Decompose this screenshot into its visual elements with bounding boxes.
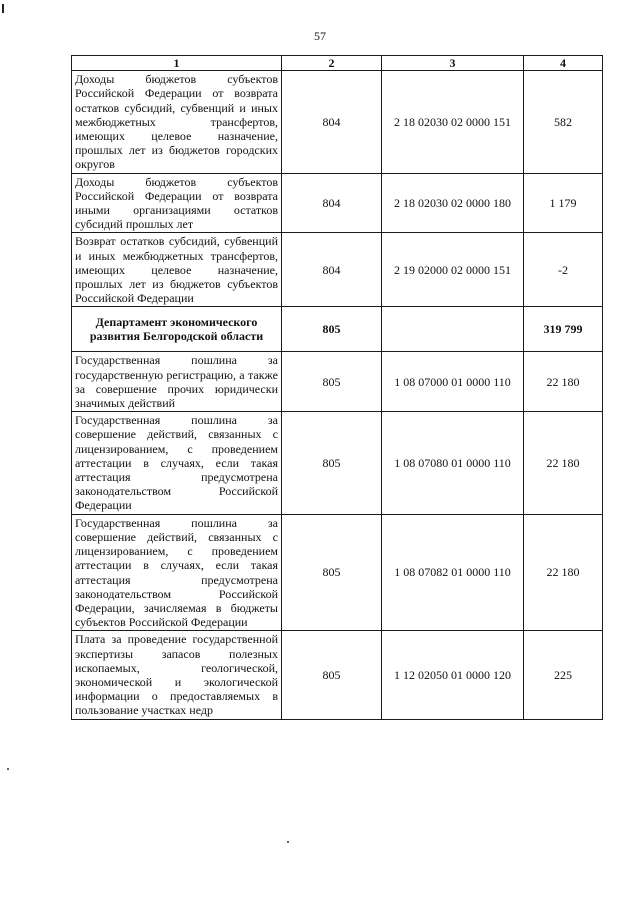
- row-amount: 22 180: [524, 352, 603, 412]
- table-row: [72, 631, 603, 719]
- table-header-row: [72, 56, 603, 71]
- department-total: 319 799: [524, 307, 603, 352]
- department-kbk-code: [382, 307, 524, 352]
- row-description: Доходы бюджетов субъектов Российской Федерации от возврата остатков субсидий, субвенций и иных межбюджетных трансфертов, имеющих целевое назначение, прошлых лет из бюджетов городских округов: [72, 71, 282, 173]
- column-header-1: 1: [72, 56, 282, 71]
- scan-speck: [287, 841, 289, 843]
- table-row: [72, 173, 603, 233]
- row-amount: 582: [524, 71, 603, 173]
- row-amount: 22 180: [524, 514, 603, 631]
- row-amount: -2: [524, 233, 603, 307]
- row-description: Доходы бюджетов субъектов Российской Федерации от возврата иными организациями остатков субсидий прошлых лет: [72, 173, 282, 233]
- row-kbk-code: 1 08 07000 01 0000 110: [382, 352, 524, 412]
- table-row: [72, 71, 603, 173]
- row-kbk-code: 1 12 02050 01 0000 120: [382, 631, 524, 719]
- column-header-2: 2: [282, 56, 382, 71]
- row-amount: 1 179: [524, 173, 603, 233]
- row-amount: 225: [524, 631, 603, 719]
- department-header-row: [72, 307, 603, 352]
- row-kbk-code: 2 18 02030 02 0000 180: [382, 173, 524, 233]
- table-row: [72, 352, 603, 412]
- row-admin-code: 805: [282, 631, 382, 719]
- row-amount: 22 180: [524, 412, 603, 514]
- row-kbk-code: 1 08 07080 01 0000 110: [382, 412, 524, 514]
- scan-edge-mark: [2, 4, 4, 13]
- scan-speck: [7, 768, 9, 770]
- column-header-3: 3: [382, 56, 524, 71]
- row-description: Государственная пошлина за государственную регистрацию, а также за совершение прочих юридически значимых действий: [72, 352, 282, 412]
- row-kbk-code: 2 18 02030 02 0000 151: [382, 71, 524, 173]
- department-name: Департамент экономического развития Белгородской области: [72, 307, 282, 352]
- column-header-4: 4: [524, 56, 603, 71]
- row-kbk-code: 1 08 07082 01 0000 110: [382, 514, 524, 631]
- table-row: [72, 514, 603, 631]
- row-admin-code: 804: [282, 233, 382, 307]
- row-description: Государственная пошлина за совершение действий, связанных с лицензированием, с проведением аттестации в случаях, если такая аттестация предусмотрена законодательством Российской Федерации, зачисляемая в бюджеты субъектов Российской Федерации: [72, 514, 282, 631]
- table-row: [72, 412, 603, 514]
- row-admin-code: 805: [282, 412, 382, 514]
- row-kbk-code: 2 19 02000 02 0000 151: [382, 233, 524, 307]
- row-admin-code: 804: [282, 173, 382, 233]
- row-description: Государственная пошлина за совершение действий, связанных с лицензированием, с проведением аттестации в случаях, если такая аттестация предусмотрена законодательством Российской Федерации: [72, 412, 282, 514]
- row-description: Плата за проведение государственной экспертизы запасов полезных ископаемых, геологической, экономической и экологической информации о предоставляемых в пользование участках недр: [72, 631, 282, 719]
- department-admin-code: 805: [282, 307, 382, 352]
- row-description: Возврат остатков субсидий, субвенций и иных межбюджетных трансфертов, имеющих целевое назначение, прошлых лет из бюджетов субъектов Российской Федерации: [72, 233, 282, 307]
- page-number: 57: [314, 29, 326, 43]
- row-admin-code: 805: [282, 514, 382, 631]
- table-row: [72, 233, 603, 307]
- row-admin-code: 804: [282, 71, 382, 173]
- row-admin-code: 805: [282, 352, 382, 412]
- budget-revenue-table: [71, 55, 603, 720]
